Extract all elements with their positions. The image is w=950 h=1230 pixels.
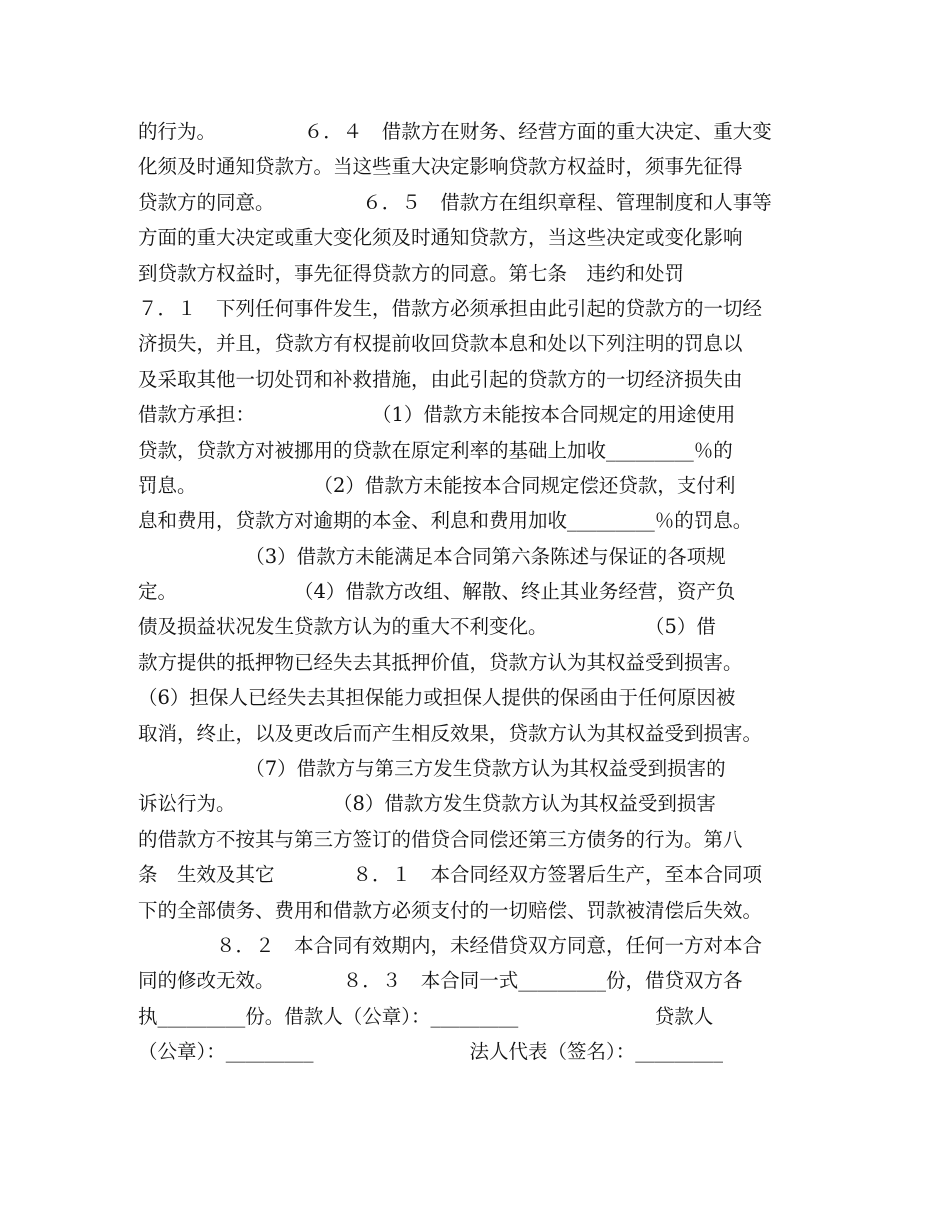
- text-line: 贷款方的同意。 ６．５ 借款方在组织章程、管理制度和人事等: [138, 190, 772, 214]
- text-line: 济损失，并且，贷款方有权提前收回贷款本息和处以下列注明的罚息以: [138, 332, 743, 356]
- text-line: 贷款，贷款方对被挪用的贷款在原定利率的基础上加收_________％的: [138, 438, 733, 462]
- text-line: 罚息。 （2）借款方未能按本合同规定偿还贷款，支付利: [138, 473, 736, 497]
- text-line: 化须及时通知贷款方。当这些重大决定影响贷款方权益时，须事先征得: [138, 155, 743, 179]
- text-line: （3）借款方未能满足本合同第六条陈述与保证的各项规: [138, 544, 726, 568]
- text-line: 及采取其他一切处罚和补救措施，由此引起的贷款方的一切经济损失由: [138, 367, 743, 391]
- text-line: 息和费用，贷款方对逾期的本金、利息和费用加收_________％的罚息。: [138, 509, 753, 533]
- text-line: 债及损益状况发生贷款方认为的重大不利变化。 （5）借: [138, 615, 716, 639]
- text-line: 的借款方不按其与第三方签订的借贷合同偿还第三方债务的行为。第八: [138, 827, 743, 851]
- text-line: 定。 （4）借款方改组、解散、终止其业务经营，资产负: [138, 580, 736, 604]
- text-line: 同的修改无效。 ８．３ 本合同一式_________份，借贷双方各: [138, 969, 743, 993]
- text-line: ７．１ 下列任何事件发生，借款方必须承担由此引起的贷款方的一切经: [138, 296, 763, 320]
- text-line: 取消，终止，以及更改后而产生相反效果，贷款方认为其权益受到损害。: [138, 721, 763, 745]
- text-line: ８．２ 本合同有效期内，未经借贷双方同意，任何一方对本合: [138, 933, 763, 957]
- contract-text: [138, 114, 828, 1070]
- text-line: （7）借款方与第三方发生贷款方认为其权益受到损害的: [138, 757, 726, 781]
- text-line: 执_________份。借款人（公章）：_________ 贷款人: [138, 1004, 714, 1028]
- text-line: （公章）：_________ 法人代表（签名）：_________: [138, 1040, 724, 1064]
- text-line: 诉讼行为。 （8）借款方发生贷款方认为其权益受到损害: [138, 792, 716, 816]
- text-line: （6）担保人已经失去其担保能力或担保人提供的保函由于任何原因被: [138, 686, 736, 710]
- text-line: 款方提供的抵押物已经失去其抵押价值，贷款方认为其权益受到损害。: [138, 650, 743, 674]
- text-line: 借款方承担： （1）借款方未能按本合同规定的用途使用: [138, 403, 736, 427]
- text-line: 到贷款方权益时，事先征得贷款方的同意。第七条 违约和处罚: [138, 261, 685, 285]
- text-line: 条 生效及其它 ８．１ 本合同经双方签署后生产，至本合同项: [138, 863, 763, 887]
- text-line: 的行为。 ６．４ 借款方在财务、经营方面的重大决定、重大变: [138, 120, 772, 143]
- text-line: 方面的重大决定或重大变化须及时通知贷款方，当这些决定或变化影响: [138, 226, 743, 250]
- text-line: 下的全部债务、费用和借款方必须支付的一切赔偿、罚款被清偿后失效。: [138, 898, 763, 922]
